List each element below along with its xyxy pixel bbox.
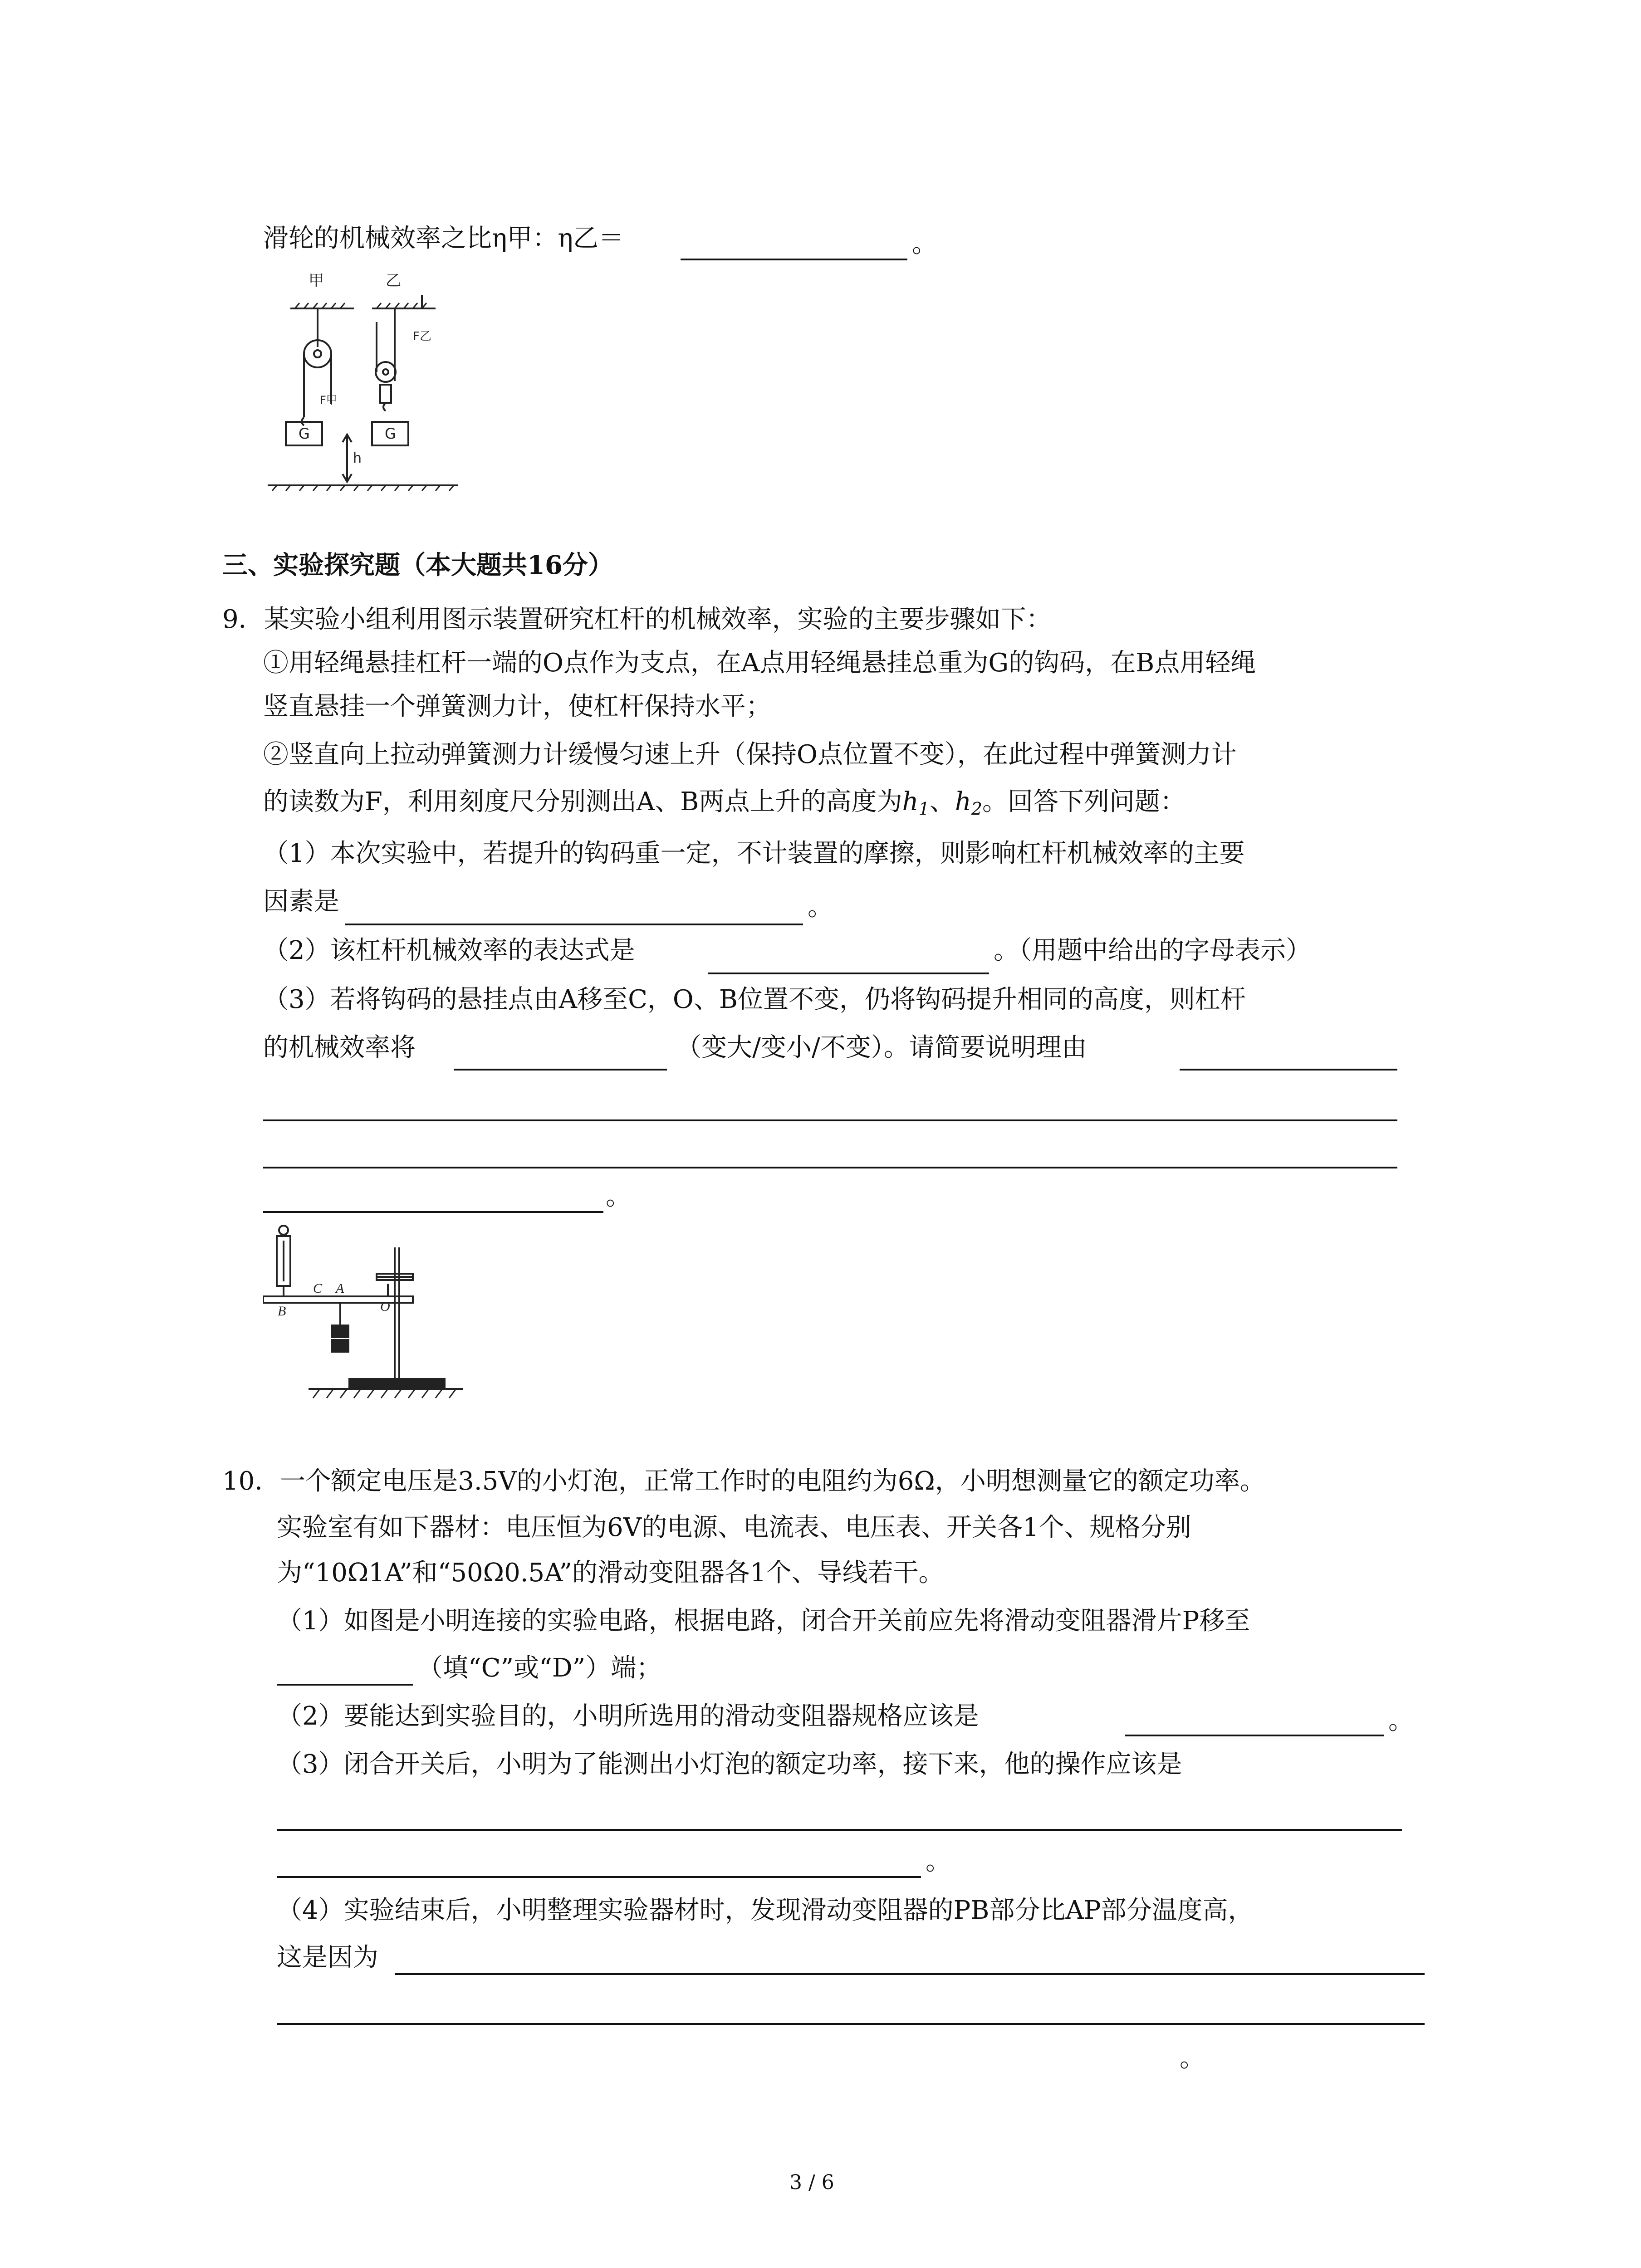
q10-part1b: （填“C”或“D”）端；: [417, 1653, 662, 1683]
lever-label-a: A: [336, 1281, 344, 1296]
q10-part3-blank1[interactable]: [277, 1829, 1402, 1831]
q9-step2a: ②竖直向上拉动弹簧测力计缓慢匀速上升（保持O点位置不变），在此过程中弹簧测力计: [263, 740, 1237, 769]
q9-part1-end: 。: [808, 892, 833, 922]
q9-part1b: 因素是: [263, 887, 339, 916]
lever-label-c: C: [313, 1281, 323, 1296]
q10-part2-blank[interactable]: [1125, 1735, 1384, 1736]
q9-step2b-sep: 、: [929, 787, 955, 816]
q9-part1a: （1）本次实验中，若提升的钩码重一定，不计装置的摩擦，则影响杠杆机械效率的主要: [263, 839, 1245, 868]
q9-step1b: 竖直悬挂一个弹簧测力计，使杠杆保持水平；: [263, 692, 771, 721]
q8-answer-blank[interactable]: [681, 259, 907, 260]
q10-part3-blank2[interactable]: [277, 1876, 921, 1878]
lever-label-o: O: [380, 1299, 390, 1314]
q9-part3b: 的机械效率将: [263, 1033, 416, 1062]
q10-part3-end: 。: [926, 1847, 951, 1876]
q10-part1a: （1）如图是小明连接的实验电路，根据电路，闭合开关前应先将滑动变阻器滑片P移至: [277, 1606, 1250, 1636]
q9-part3a: （3）若将钩码的悬挂点由A移至C，O、B位置不变，仍将钩码提升相同的高度，则杠杆: [263, 985, 1246, 1014]
q10-part2-end: 。: [1388, 1706, 1414, 1735]
fig-label-g2: G: [385, 425, 396, 442]
q10-part3: （3）闭合开关后，小明为了能测出小灯泡的额定功率，接下来，他的操作应该是: [277, 1750, 1182, 1779]
q9-part3-reason-blank2[interactable]: [263, 1119, 1397, 1121]
q10-part2: （2）要能达到实验目的，小明所选用的滑动变阻器规格应该是: [277, 1701, 979, 1731]
q9-step2b: [263, 789, 1185, 817]
q9-step2b-text: 的读数为F，利用刻度尺分别测出A、B两点上升的高度为: [263, 787, 902, 816]
fig-label-f-yi: F乙: [413, 330, 431, 343]
q9-part3-reason-blank1[interactable]: [1180, 1069, 1397, 1070]
q9-part2a: （2）该杠杆机械效率的表达式是: [263, 936, 635, 965]
pulley-figure: [263, 268, 476, 503]
q9-part3-blank1[interactable]: [454, 1069, 667, 1070]
fig-label-jia: 甲: [309, 272, 324, 290]
q9-part3c: （变大/变小/不变）。请简要说明理由: [676, 1033, 1087, 1062]
q10-part4-end: 。: [1180, 2043, 1205, 2073]
h1-symbol: $h_1$: [902, 787, 930, 819]
fig-label-yi: 乙: [386, 272, 401, 290]
q9-part2-blank[interactable]: [708, 973, 989, 974]
q10-part4-blank1[interactable]: [395, 1973, 1425, 1975]
q9-part2b: 。（用题中给出的字母表示）: [994, 936, 1311, 965]
q10-part4b: 这是因为: [277, 1943, 378, 1972]
fig-label-h: h: [353, 450, 362, 466]
q9-part3-reason-blank3[interactable]: [263, 1167, 1397, 1168]
q10-part4-blank2[interactable]: [277, 2023, 1425, 2025]
page-number: 3 / 6: [789, 2171, 834, 2194]
h2-symbol: $h_2$: [955, 787, 982, 819]
q10-part1-blank[interactable]: [277, 1684, 413, 1686]
q9-step1a: ①用轻绳悬挂杠杆一端的O点作为支点，在A点用轻绳悬挂总重为G的钩码，在B点用轻绳: [263, 648, 1256, 678]
q8-line1: 滑轮的机械效率之比η甲：η乙＝: [263, 224, 624, 253]
q10-part4a: （4）实验结束后，小明整理实验器材时，发现滑动变阻器的PB部分比AP部分温度高，: [277, 1896, 1254, 1925]
q10-stem: 10．一个额定电压是3.5V的小灯泡，正常工作时的电阻约为6Ω，小明想测量它的额定功率。: [222, 1466, 1265, 1496]
lever-figure: [263, 1220, 472, 1411]
q9-part3-reason-blank4[interactable]: [263, 1211, 603, 1213]
q9-part1-blank[interactable]: [345, 924, 803, 925]
section3-title: 三、实验探究题（本大题共16分）: [222, 550, 613, 580]
lever-label-b: B: [278, 1304, 286, 1319]
q8-end: 。: [912, 229, 937, 259]
q9-step2b-post: 。回答下列问题：: [982, 787, 1185, 816]
q9-part3-end: 。: [606, 1182, 631, 1211]
q9-stem: 9．某实验小组利用图示装置研究杠杆的机械效率，实验的主要步骤如下：: [222, 605, 1052, 634]
q10-line3: 为“10Ω1A”和“50Ω0.5A”的滑动变阻器各1个、导线若干。: [277, 1558, 944, 1588]
fig-label-f-jia: F甲: [320, 394, 337, 406]
q10-line2: 实验室有如下器材：电压恒为6V的电源、电流表、电压表、开关各1个、规格分别: [277, 1513, 1191, 1542]
fig-label-g1: G: [299, 425, 310, 442]
